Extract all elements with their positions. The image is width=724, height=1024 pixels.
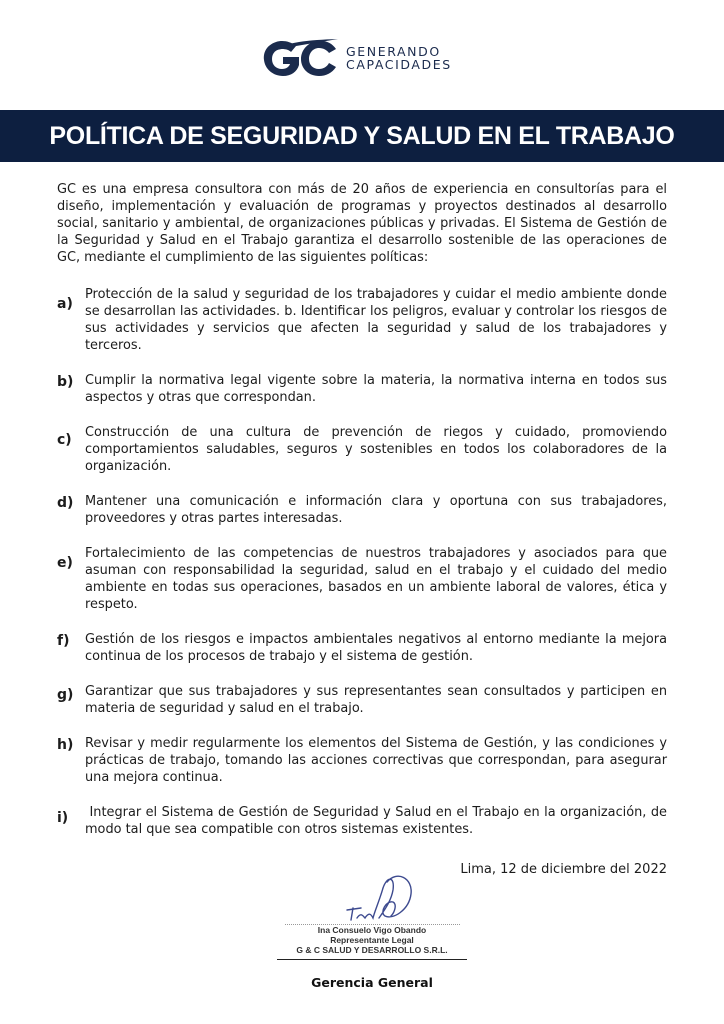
handwritten-signature-icon [327, 872, 417, 924]
signature-block [272, 872, 472, 960]
logo-line-2: CAPACIDADES [346, 57, 452, 72]
policy-text: Cumplir la normativa legal vigente sobre la materia, la normativa interna en todos sus aspectos y otras que correspondan. [85, 373, 667, 405]
policy-item-i [57, 804, 672, 838]
policy-text: Construcción de una cultura de prevención de riegos y cuidado, promoviendo comportamientos saludables, seguros y sostenibles en todos los colaboradores de la organización. [85, 425, 667, 474]
department-label: Gerencia General [311, 975, 433, 990]
policy-text: Protección de la salud y seguridad de los trabajadores y cuidar el medio ambiente donde se desarrollan las actividades. b. Identificar los peligros, evaluar y controlar los riesgos de sus actividades y servicios que afecten la seguridad y salud de los trabajadores y terceros. [85, 287, 667, 353]
policy-text: Integrar el Sistema de Gestión de Seguridad y Salud en el Trabajo en la organización, de modo tal que sea compatible con otros sistemas existentes. [85, 805, 672, 837]
signature-date: Lima, 12 de diciembre del 2022 [460, 862, 667, 877]
intro-paragraph: GC es una empresa consultora con más de 20 años de experiencia en consultorías para el diseño, implementación y evaluación de programas y proyectos destinados al desarrollo social, sanitario y ambiental, de organizaciones públicas y privadas. El Sistema de Gestión de la Seguridad y Salud en el Trabajo garantiza el desarrollo sostenible de las operaciones de GC, mediante el cumplimiento de las siguientes políticas: [57, 182, 667, 265]
signer-name: Ina Consuelo Vigo Obando [317, 925, 427, 935]
company-logo [262, 38, 452, 78]
policy-letter: a) [57, 296, 73, 312]
policy-letter: e) [57, 555, 73, 571]
policy-text: Mantener una comunicación e información clara y oportuna con sus trabajadores, proveedores y otras partes interesadas. [85, 494, 667, 526]
policy-item-b [57, 372, 667, 406]
logo-wordmark [346, 45, 452, 71]
policy-item-c [57, 424, 667, 475]
policy-letter: h) [57, 737, 74, 753]
title-banner [0, 110, 724, 162]
policy-letter: d) [57, 495, 74, 511]
logo-line-1: GENERANDO [346, 44, 441, 59]
policy-text: Gestión de los riesgos e impactos ambientales negativos al entorno mediante la mejora continua de los procesos de trabajo y el sistema de gestión. [85, 632, 667, 664]
policy-letter: i) [57, 810, 69, 826]
signer-company: G & C SALUD Y DESARROLLO S.R.L. [296, 945, 448, 955]
policy-letter: b) [57, 374, 74, 390]
policy-text: Fortalecimiento de las competencias de nuestros trabajadores y asociados para que asuman con responsabilidad la seguridad, salud en el trabajo y el cuidado del medio ambiente en todas sus operaciones, basados en un ambiente laboral de valores, ética y respeto. [85, 546, 667, 612]
policy-letter: g) [57, 687, 74, 703]
policy-item-f [57, 631, 667, 665]
policy-text: Revisar y medir regularmente los elementos del Sistema de Gestión, y las condiciones y prácticas de trabajo, tomando las acciones correctivas que correspondan, para asegurar una mejora continua. [85, 736, 667, 785]
document-body [57, 181, 672, 856]
policy-text: Garantizar que sus trabajadores y sus representantes sean consultados y participen en materia de seguridad y salud en el trabajo. [85, 684, 667, 716]
signature-rule [277, 959, 467, 960]
policy-letter: f) [57, 633, 70, 649]
policy-item-d [57, 493, 667, 527]
policy-item-e [57, 545, 667, 613]
policy-item-h [57, 735, 667, 786]
gc-logo-icon [262, 38, 338, 78]
signer-role: Representante Legal [330, 935, 414, 945]
page-title: POLÍTICA DE SEGURIDAD Y SALUD EN EL TRABAJO [49, 121, 675, 150]
policy-item-a [57, 286, 667, 354]
policy-item-g [57, 683, 667, 717]
policy-letter: c) [57, 432, 72, 448]
